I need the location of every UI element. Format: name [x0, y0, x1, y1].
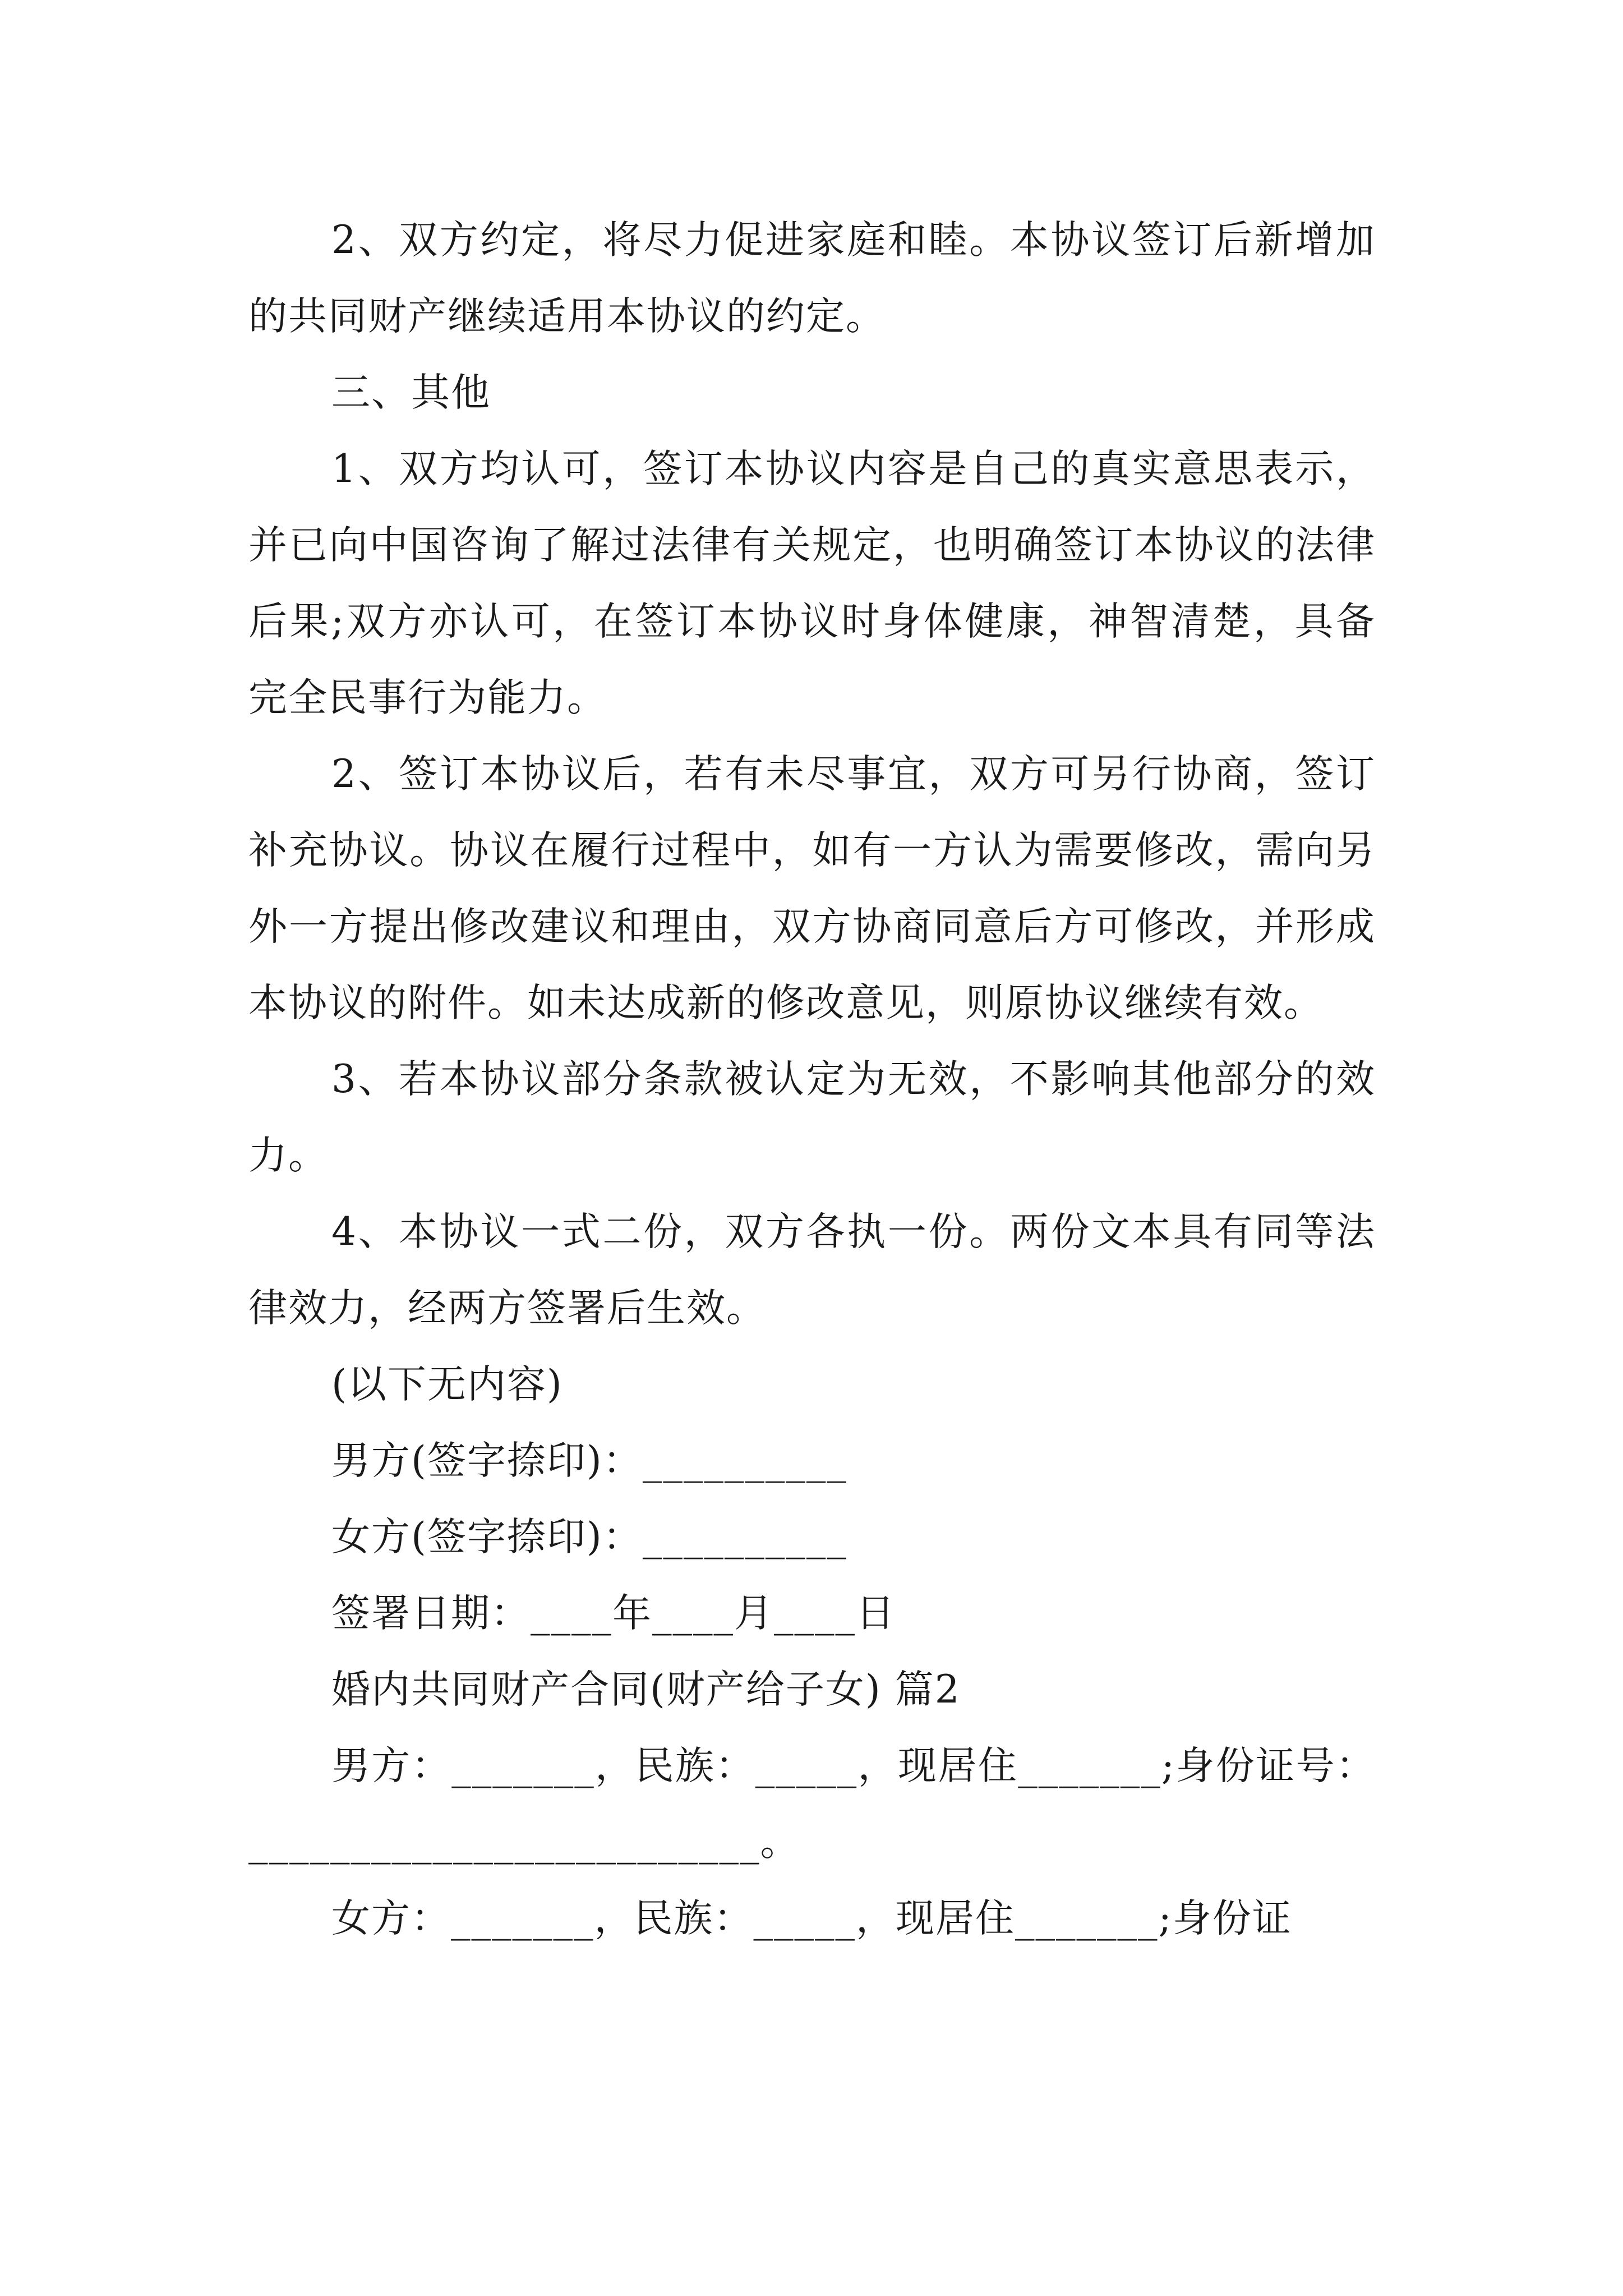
- document-body: [248, 202, 1376, 1957]
- clause-2-paragraph: 2、双方约定，将尽力促进家庭和睦。本协议签订后新增加的共同财产继续适用本协议的约定。: [248, 218, 1376, 339]
- male-party-info: 男方：_______，民族：_____，现居住_______;身份证号：_________________________。: [248, 1743, 1376, 1865]
- signing-date-line: 签署日期：____年____月____日: [331, 1591, 896, 1636]
- male-signature-line: 男方(签字捺印)：__________: [331, 1438, 847, 1483]
- female-signature-line: 女方(签字捺印)：__________: [331, 1515, 847, 1559]
- no-content-below-note: (以下无内容): [331, 1362, 563, 1407]
- clause-1-paragraph: 1、双方均认可，签订本协议内容是自己的真实意思表示，并已向中国咨询了解过法律有关规定，也明确签订本协议的法律后果;双方亦认可，在签订本协议时身体健康，神智清楚，具备完全民事行为能力。: [248, 447, 1376, 720]
- female-party-info: 女方：_______，民族：_____，现居住_______;身份证: [331, 1896, 1292, 1941]
- section-heading-other: 三、其他: [331, 370, 491, 415]
- contract-title-part-2: 婚内共同财产合同(财产给子女) 篇2: [331, 1667, 961, 1712]
- clause-4-paragraph: 4、本协议一式二份，双方各执一份。两份文本具有同等法律效力，经两方签署后生效。: [248, 1209, 1376, 1331]
- clause-3-paragraph: 3、若本协议部分条款被认定为无效，不影响其他部分的效力。: [248, 1057, 1376, 1178]
- clause-2-supplement-paragraph: 2、签订本协议后，若有未尽事宜，双方可另行协商，签订补充协议。协议在履行过程中，如有一方认为需要修改，需向另外一方提出修改建议和理由，双方协商同意后方可修改，并形成本协议的附件。如未达成新的修改意见，则原协议继续有效。: [248, 752, 1376, 1025]
